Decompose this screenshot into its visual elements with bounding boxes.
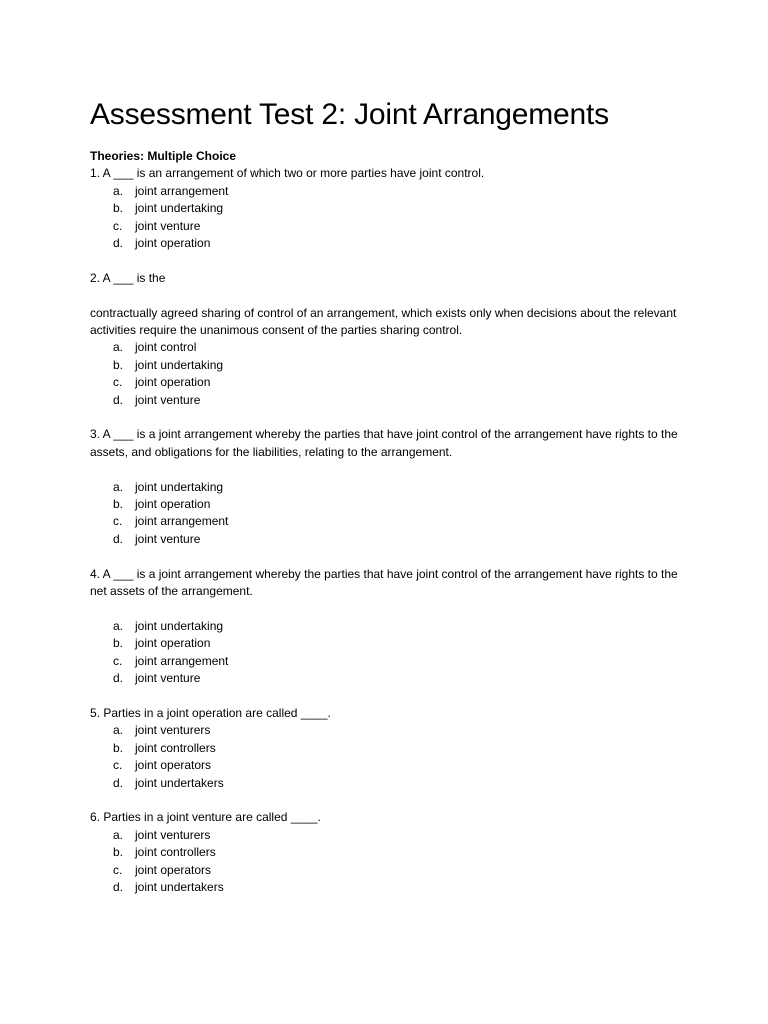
option-text: joint venturers [135, 827, 211, 842]
option-letter: a. [113, 340, 124, 355]
option-d [90, 531, 680, 548]
option-text: joint venture [135, 671, 201, 686]
option-text: joint undertaking [135, 618, 224, 633]
option-d [90, 775, 680, 792]
option-c [90, 653, 680, 670]
option-text: joint control [135, 340, 197, 355]
question-text: 4. A ___ is a joint arrangement whereby the parties that have joint control of the arrangement have rights to the net assets of the arrangement. [90, 566, 678, 599]
option-text: joint venture [135, 392, 201, 407]
option-letter: c. [113, 758, 123, 773]
option-text: joint arrangement [135, 514, 229, 529]
option-a [90, 183, 680, 200]
options-list [90, 722, 680, 792]
option-letter: a. [113, 723, 124, 738]
option-text: joint operators [135, 862, 212, 877]
option-letter: a. [113, 479, 124, 494]
option-letter: a. [113, 618, 124, 633]
option-letter: b. [113, 845, 124, 860]
option-text: joint operation [135, 375, 211, 390]
options-list [90, 618, 680, 688]
option-c [90, 218, 680, 235]
option-c [90, 513, 680, 530]
option-letter: d. [113, 531, 124, 546]
option-text: joint venturers [135, 723, 211, 738]
option-letter: c. [113, 514, 123, 529]
option-text: joint undertaking [135, 357, 224, 372]
option-letter: d. [113, 392, 124, 407]
question-4 [90, 566, 680, 688]
option-text: joint operation [135, 236, 211, 251]
spacer [90, 688, 680, 705]
spacer [90, 409, 680, 426]
option-text: joint operation [135, 497, 211, 512]
option-letter: c. [113, 375, 123, 390]
question-5 [90, 705, 680, 792]
spacer [90, 252, 680, 269]
option-a [90, 479, 680, 496]
option-a [90, 827, 680, 844]
spacer [90, 287, 680, 304]
option-d [90, 235, 680, 252]
option-text: joint operation [135, 636, 211, 651]
option-c [90, 374, 680, 391]
option-b [90, 740, 680, 757]
option-text: joint arrangement [135, 653, 229, 668]
options-list [90, 479, 680, 549]
spacer [90, 600, 680, 617]
question-text: 1. A ___ is an arrangement of which two or more parties have joint control. [90, 166, 485, 181]
option-letter: b. [113, 740, 124, 755]
option-text: joint undertaking [135, 479, 224, 494]
option-a [90, 618, 680, 635]
option-letter: c. [113, 653, 123, 668]
option-letter: b. [113, 357, 124, 372]
option-text: joint venture [135, 531, 201, 546]
option-letter: d. [113, 775, 124, 790]
document-page [90, 96, 680, 896]
spacer [90, 792, 680, 809]
option-c [90, 757, 680, 774]
section-heading: Theories: Multiple Choice [90, 149, 237, 163]
question-text: 6. Parties in a joint venture are called ____. [90, 810, 321, 825]
option-letter: d. [113, 236, 124, 251]
question-text: 3. A ___ is a joint arrangement whereby the parties that have joint control of the arrangement have rights to the assets, and obligations for the liabilities, relating to the arrangement. [90, 427, 678, 459]
option-d [90, 392, 680, 409]
question-6 [90, 809, 680, 896]
question-text-line2: contractually agreed sharing of control of an arrangement, which exists only when decisions about the relevant activities require the unanimous consent of the parties sharing control. [90, 305, 677, 338]
options-list [90, 339, 680, 409]
spacer [90, 461, 680, 478]
option-b [90, 357, 680, 374]
question-1 [90, 165, 680, 252]
option-letter: d. [113, 879, 124, 894]
option-letter: a. [113, 183, 124, 198]
option-letter: b. [113, 201, 124, 216]
option-letter: d. [113, 671, 124, 686]
option-text: joint arrangement [135, 183, 229, 198]
page-title: Assessment Test 2: Joint Arrangements [90, 98, 609, 131]
option-b [90, 200, 680, 217]
question-3 [90, 426, 680, 548]
question-text: 5. Parties in a joint operation are called ____. [90, 705, 331, 720]
options-list [90, 183, 680, 253]
option-d [90, 670, 680, 687]
option-text: joint operators [135, 758, 212, 773]
option-c [90, 862, 680, 879]
spacer [90, 548, 680, 565]
option-letter: b. [113, 497, 124, 512]
option-b [90, 844, 680, 861]
options-list [90, 827, 680, 897]
option-letter: c. [113, 218, 123, 233]
option-letter: b. [113, 636, 124, 651]
option-a [90, 722, 680, 739]
option-text: joint undertakers [135, 879, 224, 894]
question-text-line1: 2. A ___ is the [90, 270, 166, 285]
option-text: joint undertaking [135, 201, 224, 216]
option-text: joint controllers [135, 740, 216, 755]
option-text: joint undertakers [135, 775, 224, 790]
option-letter: a. [113, 827, 124, 842]
option-d [90, 879, 680, 896]
option-a [90, 339, 680, 356]
question-2 [90, 270, 680, 409]
option-text: joint venture [135, 218, 201, 233]
option-letter: c. [113, 862, 123, 877]
option-b [90, 635, 680, 652]
option-b [90, 496, 680, 513]
option-text: joint controllers [135, 845, 216, 860]
